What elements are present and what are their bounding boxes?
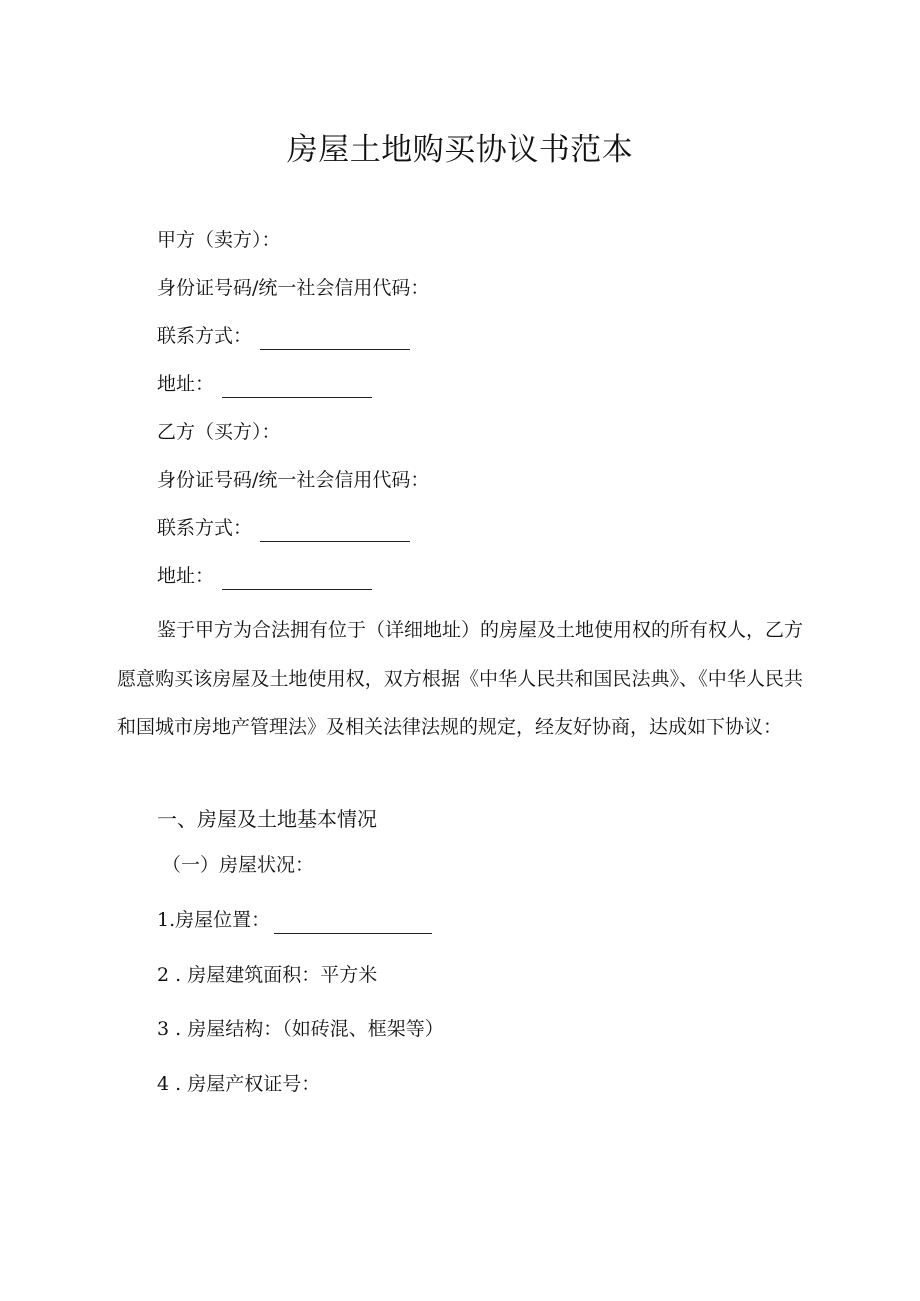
party-b-address-row: [157, 562, 372, 590]
party-a-contact-row: [157, 322, 410, 350]
house-location-label: 1.房屋位置：: [157, 909, 271, 931]
house-location-row: [157, 906, 432, 934]
party-b-contact-label: 联系方式：: [157, 517, 253, 539]
party-b-contact-row: [157, 514, 410, 542]
party-b-address-blank[interactable]: [222, 569, 372, 590]
subsection-heading: （一）房屋状况：: [162, 854, 315, 876]
house-certificate-item: 4 . 房屋产权证号：: [157, 1073, 321, 1095]
party-a-id-label: 身份证号码/统一社会信用代码：: [157, 277, 430, 299]
house-location-blank[interactable]: [274, 913, 432, 934]
house-structure-item: 3 . 房屋结构：（如砖混、框架等）: [157, 1018, 444, 1040]
party-a-address-row: [157, 370, 372, 398]
section-heading: 一、房屋及土地基本情况: [157, 807, 377, 831]
party-b-id-label: 身份证号码/统一社会信用代码：: [157, 469, 430, 491]
house-area-item: 2 . 房屋建筑面积：平方米: [157, 964, 378, 986]
party-b-contact-blank[interactable]: [260, 521, 410, 542]
party-b-label: 乙方（买方）：: [157, 421, 281, 443]
party-a-address-blank[interactable]: [222, 377, 372, 398]
party-a-contact-label: 联系方式：: [157, 325, 253, 347]
party-b-address-label: 地址：: [157, 565, 215, 587]
document-title: 房屋土地购买协议书范本: [286, 132, 634, 168]
party-a-contact-blank[interactable]: [260, 329, 410, 350]
party-a-address-label: 地址：: [157, 373, 215, 395]
party-a-label: 甲方（卖方）：: [157, 229, 281, 251]
preamble-paragraph: 鉴于甲方为合法拥有位于（详细地址）的房屋及土地使用权的所有权人，乙方愿意购买该房屋及土地使用权，双方根据《中华人民共和国民法典》、《中华人民共和国城市房地产管理法》及相关法律法规的规定，经友好协商，达成如下协议：: [117, 619, 804, 738]
